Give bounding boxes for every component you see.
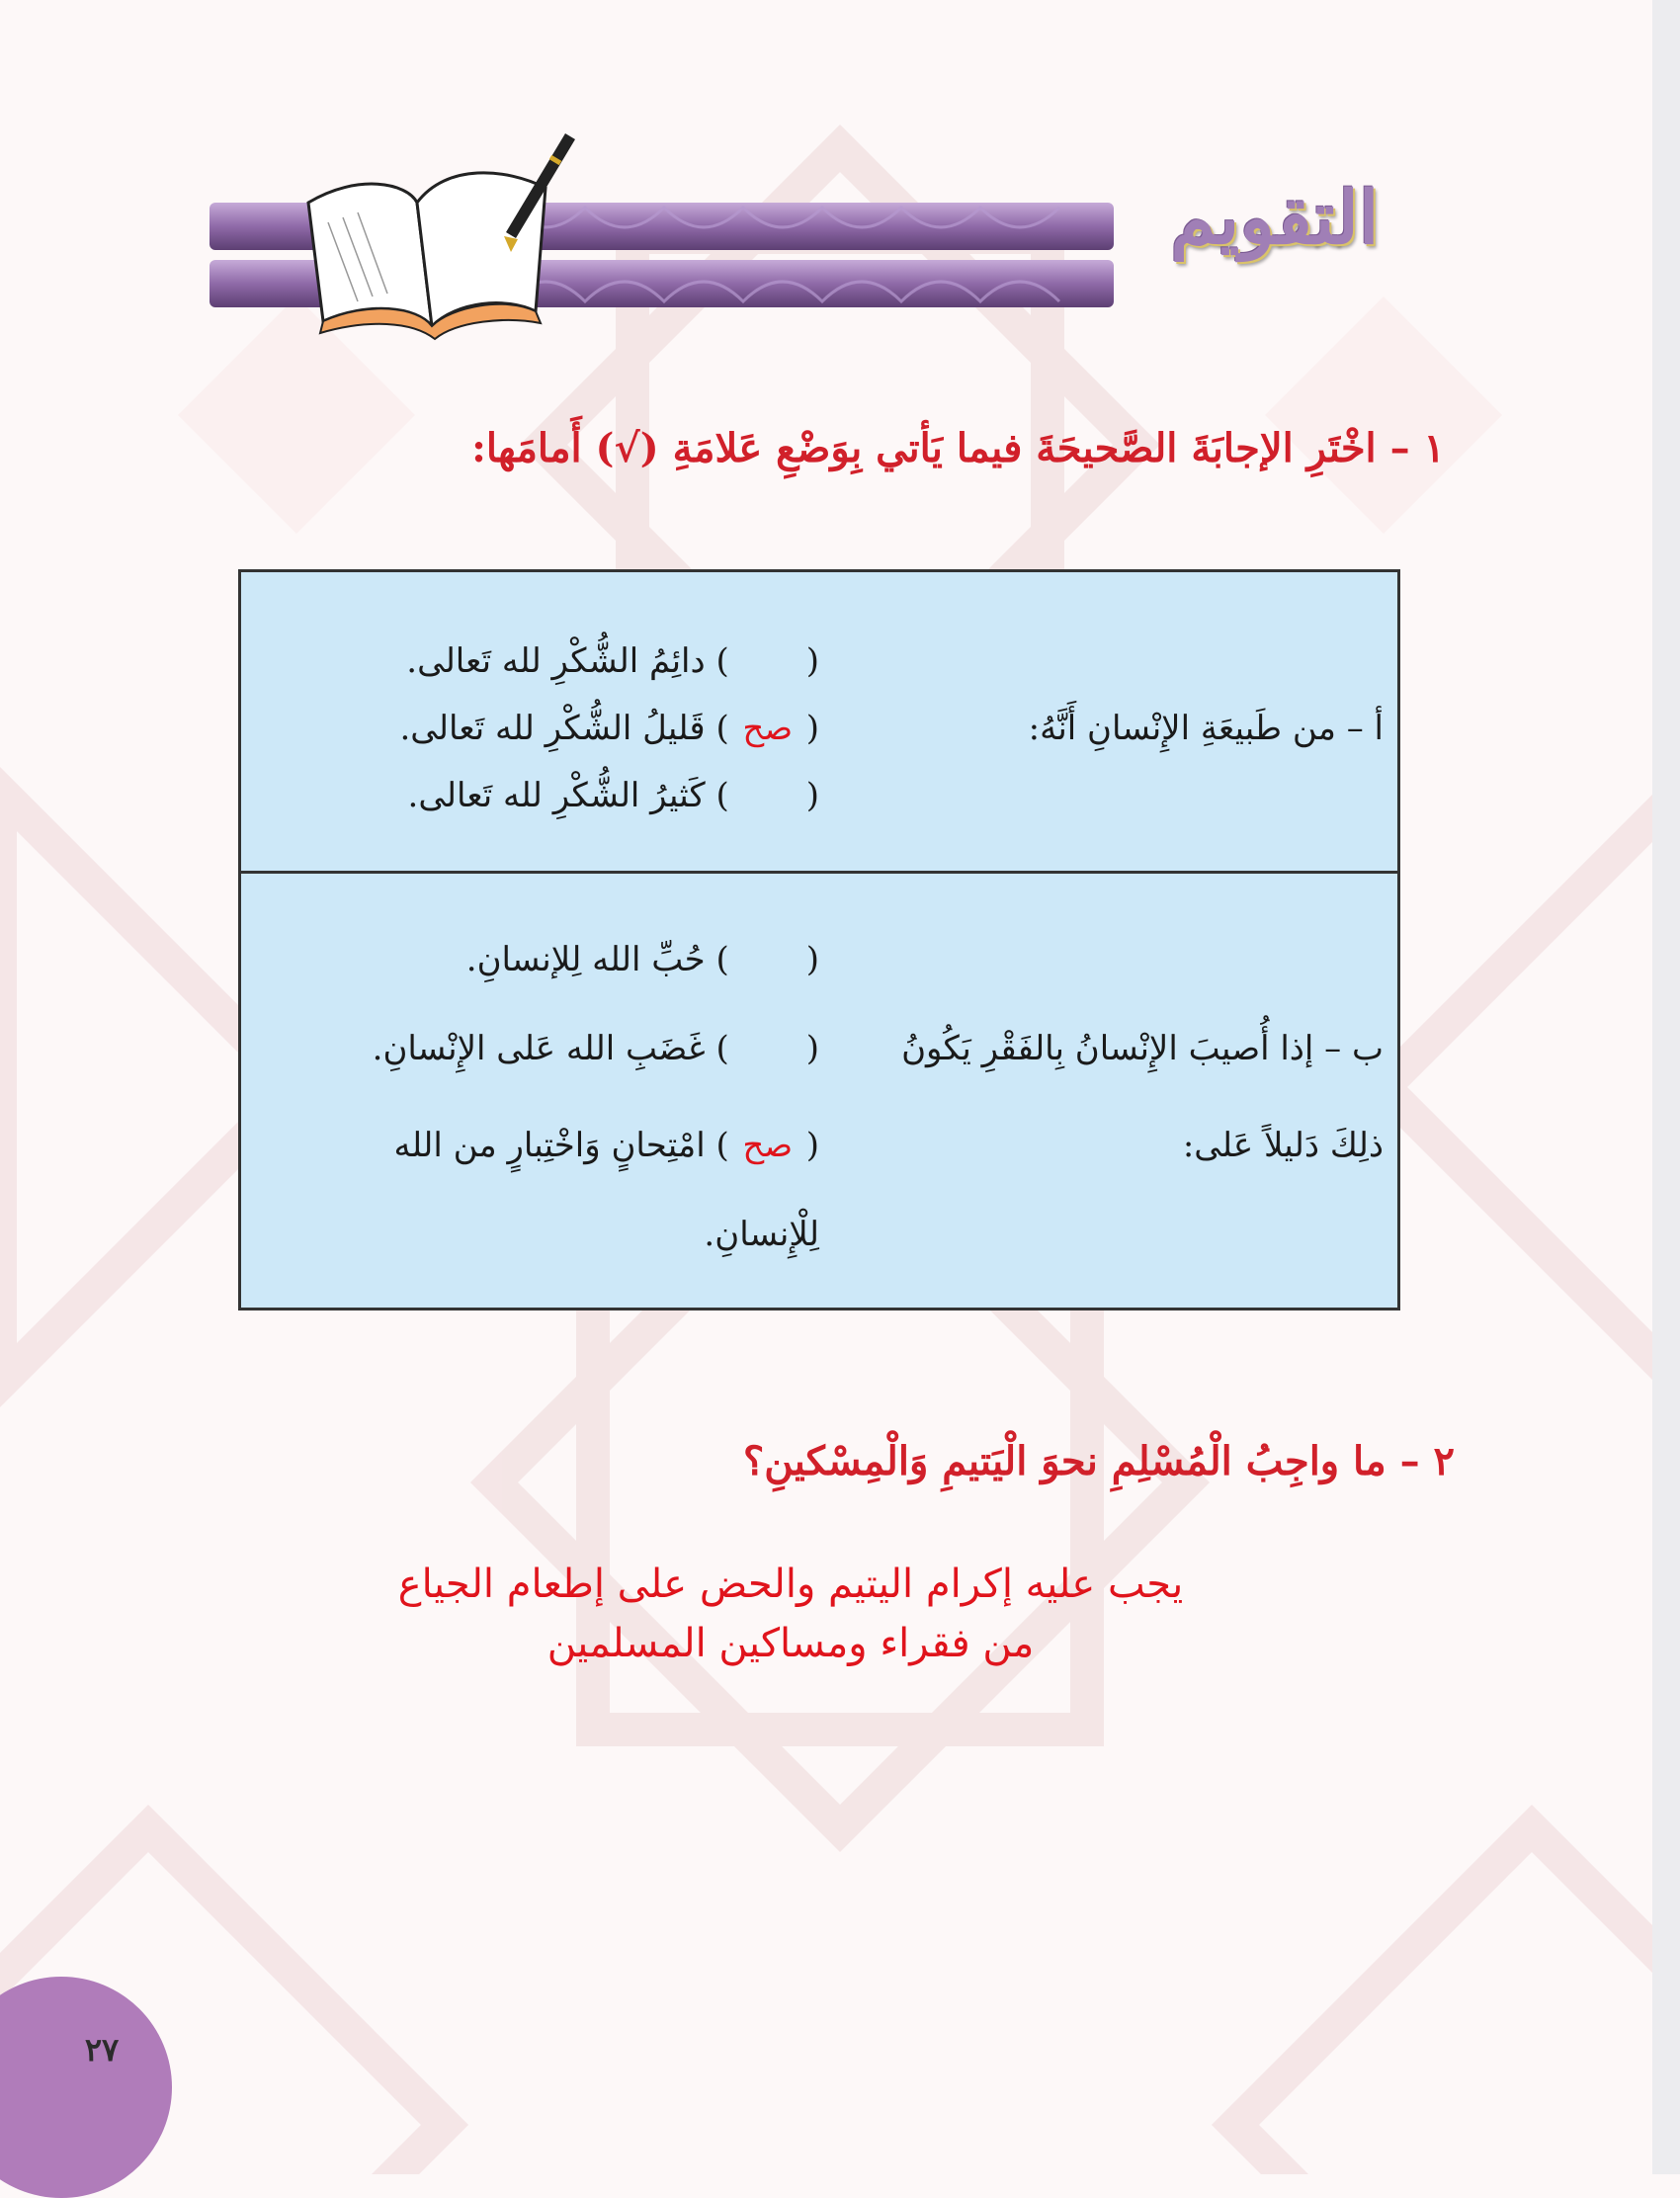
row-b-stem-line1: ب – إذا أُصيبَ الإِنْسانُ بِالفَقْرِ يَكُونُ [901, 1029, 1384, 1068]
page-edge-strip [1652, 0, 1680, 2174]
question-1-table [238, 569, 1400, 1310]
answer-line-1: يجب عليه إكرام اليتيم والحض على إطعام الجياع [397, 1562, 1184, 1607]
option-b1: () حُبِّ الله لِلإنسانِ. [465, 940, 819, 979]
question-1-heading: ١ – اخْتَرِ الإجابَةَ الصَّحيحَةَ فيما يَأتي بِوَضْعِ عَلامَةِ (√) أَمامَها: [471, 425, 1445, 471]
option-text: كَثيرُ الشُّكْرِ لله تَعالى. [407, 776, 706, 815]
option-text: غَضَبِ الله عَلى الإِنْسانِ. [372, 1029, 706, 1068]
option-b3-continued: لِلْإِنسانِ. [704, 1215, 819, 1254]
question-2-heading: ٢ – ما واجِبُ الْمُسْلِمِ نحوَ الْيَتيمِ وَالْمِسْكينِ؟ [743, 1438, 1455, 1484]
header-title: التقويم [1170, 176, 1380, 261]
row-divider [241, 871, 1397, 874]
option-b2: () غَضَبِ الله عَلى الإِنْسانِ. [372, 1029, 819, 1068]
page-number: ٢٧ [84, 2031, 120, 2069]
row-a-stem: أ – من طَبيعَةِ الإِنْسانِ أَنَّهُ: [1028, 709, 1384, 748]
option-text: قَليلُ الشُّكْرِ لله تَعالى. [399, 709, 706, 748]
option-a2: (صح) قَليلُ الشُّكْرِ لله تَعالى. [399, 709, 819, 748]
option-text: دائِمُ الشُّكْرِ لله تَعالى. [406, 641, 706, 681]
option-a3: () كَثيرُ الشُّكْرِ لله تَعالى. [407, 776, 819, 815]
option-a1: () دائِمُ الشُّكْرِ لله تَعالى. [406, 641, 819, 681]
answer-line-2: من فقراء ومساكين المسلمين [546, 1621, 1035, 1666]
answer-mark: صح [742, 709, 794, 748]
option-text: امْتِحانٍ وَاخْتِبارٍ من الله [393, 1126, 706, 1165]
open-book-icon [308, 173, 546, 339]
row-b-stem-line2: ذلِكَ دَليلاً عَلى: [1182, 1126, 1384, 1165]
option-text: حُبِّ الله لِلإنسانِ. [465, 940, 706, 979]
option-b3: (صح) امْتِحانٍ وَاخْتِبارٍ من الله [393, 1126, 819, 1165]
answer-mark: صح [742, 1126, 794, 1165]
